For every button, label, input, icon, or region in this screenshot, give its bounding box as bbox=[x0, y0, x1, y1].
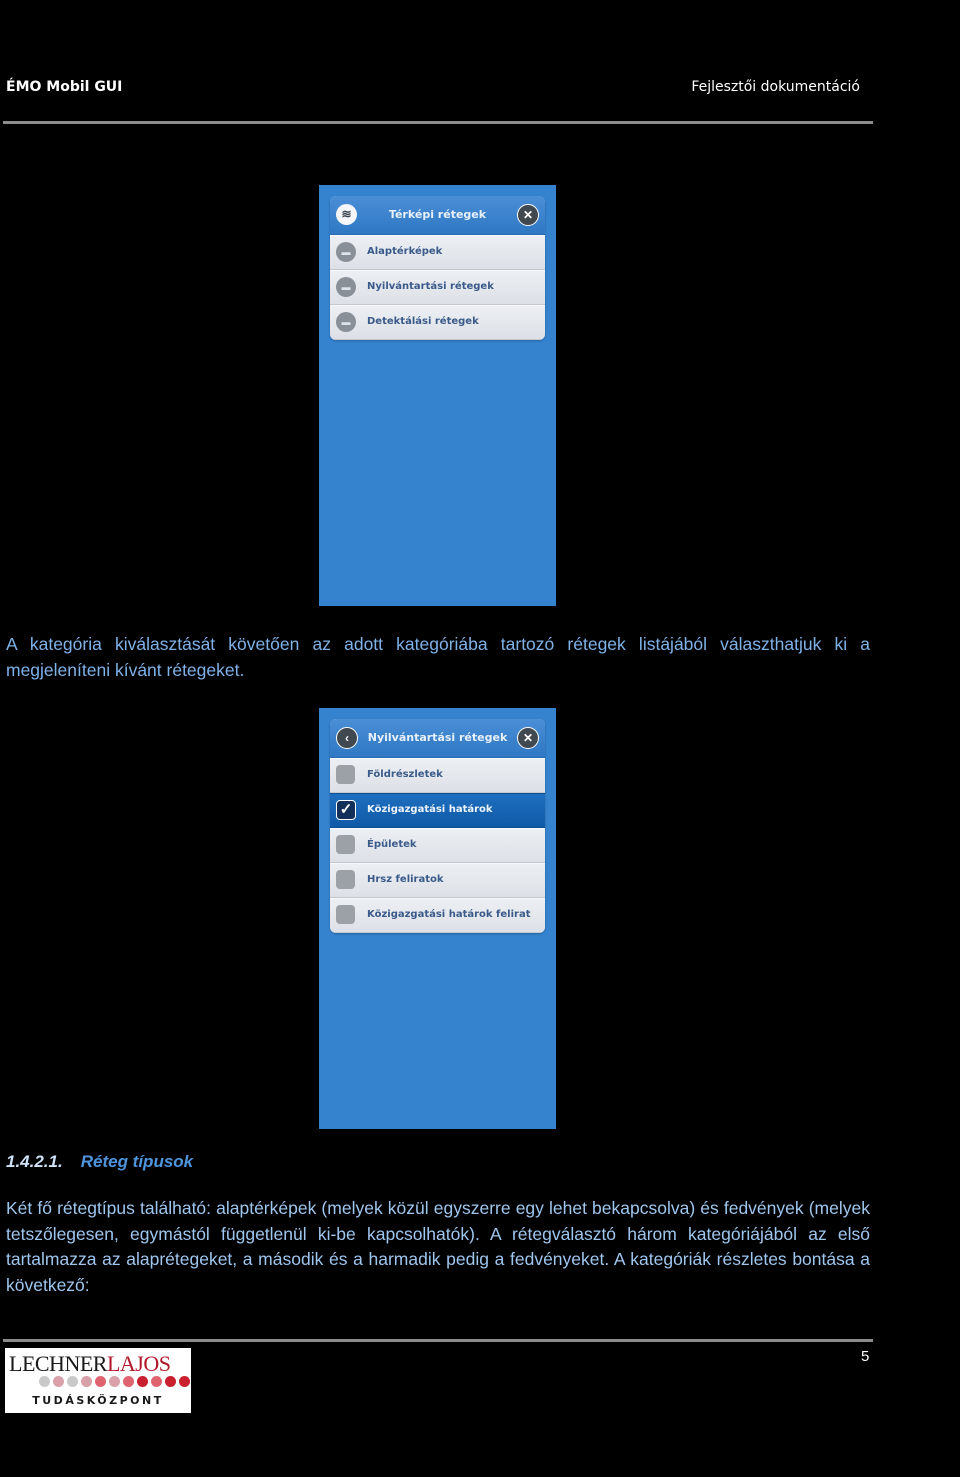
layer-category-item[interactable] bbox=[330, 270, 545, 305]
folder-icon: ▬ bbox=[336, 242, 356, 262]
logo-name bbox=[9, 1351, 170, 1377]
logo-dot bbox=[81, 1376, 92, 1387]
folder-icon: ▬ bbox=[336, 277, 356, 297]
logo-dot bbox=[123, 1376, 134, 1387]
logo-dot bbox=[53, 1376, 64, 1387]
layers-icon: ≋ bbox=[336, 204, 357, 225]
layer-label: Közigazgatási határok bbox=[367, 804, 493, 815]
logo-dot bbox=[137, 1376, 148, 1387]
lechner-logo bbox=[5, 1348, 191, 1413]
logo-dot bbox=[109, 1376, 120, 1387]
layer-item[interactable] bbox=[330, 863, 545, 898]
logo-dot bbox=[151, 1376, 162, 1387]
logo-name-red: LAJOS bbox=[106, 1351, 171, 1376]
checkbox-icon[interactable] bbox=[336, 905, 355, 924]
panel-title: Térképi rétegek bbox=[388, 208, 487, 221]
layer-category-item[interactable] bbox=[330, 305, 545, 340]
logo-subtitle: TUDÁSKÖZPONT bbox=[32, 1394, 164, 1407]
checkbox-icon[interactable] bbox=[336, 870, 355, 889]
layer-category-item[interactable] bbox=[330, 235, 545, 270]
logo-dot bbox=[179, 1376, 190, 1387]
logo-dot bbox=[95, 1376, 106, 1387]
layer-label: Hrsz feliratok bbox=[367, 874, 444, 885]
close-icon[interactable]: ✕ bbox=[517, 727, 539, 749]
layer-item[interactable] bbox=[330, 828, 545, 863]
layer-category-label: Alaptérképek bbox=[367, 246, 443, 257]
phone-screenshot-layers bbox=[319, 185, 556, 606]
doc-subtitle: Fejlesztői dokumentáció bbox=[691, 79, 860, 95]
layer-item[interactable] bbox=[330, 898, 545, 933]
panel-header bbox=[330, 196, 545, 235]
paragraph-layer-types: Két fő rétegtípus található: alaptérképek (melyek közül egyszerre egy lehet bekapcsolva) és fedvények (melyek tetszőlegesen, egymástól függetlenül ki-be kapcsolhatók). A rétegválasztó három kategóriájából az első tartalmazza az alaprétegeket, a második és a harmadik pedig a fedvényeket. A kategóriák részletes bontása a következő: bbox=[6, 1198, 870, 1295]
logo-dot bbox=[165, 1376, 176, 1387]
checkbox-icon[interactable] bbox=[336, 765, 355, 784]
logo-dots bbox=[39, 1376, 190, 1390]
layer-item[interactable] bbox=[330, 758, 545, 793]
section-title: Réteg típusok bbox=[80, 1152, 194, 1171]
checkbox-icon[interactable] bbox=[336, 835, 355, 854]
doc-title: ÉMO Mobil GUI bbox=[6, 79, 123, 95]
logo-name-black: LECHNER bbox=[9, 1351, 107, 1376]
layers-panel bbox=[330, 196, 545, 340]
checkbox-checked-icon[interactable]: ✓ bbox=[336, 800, 356, 820]
panel-title: Nyilvántartási rétegek bbox=[367, 731, 508, 744]
layer-item-selected[interactable] bbox=[330, 793, 545, 828]
logo-dot bbox=[67, 1376, 78, 1387]
folder-icon: ▬ bbox=[336, 312, 356, 332]
layer-label: Közigazgatási határok felirat bbox=[367, 909, 531, 920]
layer-category-label: Detektálási rétegek bbox=[367, 316, 479, 327]
layer-category-label: Nyilvántartási rétegek bbox=[367, 281, 494, 292]
header-rule bbox=[3, 121, 873, 124]
section-number: 1.4.2.1. bbox=[6, 1152, 63, 1171]
sublayers-panel bbox=[330, 719, 545, 933]
panel-header bbox=[330, 719, 545, 758]
layer-label: Épületek bbox=[367, 839, 417, 850]
logo-dot bbox=[39, 1376, 50, 1387]
paragraph-category-selection: A kategória kiválasztását követően az adott kategóriába tartozó rétegek listájából választhatjuk ki a megjeleníteni kívánt rétegeket. bbox=[6, 634, 870, 680]
phone-screenshot-sublayers bbox=[319, 708, 556, 1129]
layer-label: Földrészletek bbox=[367, 769, 443, 780]
footer-rule bbox=[3, 1339, 873, 1342]
section-heading bbox=[6, 1152, 193, 1172]
page-number: 5 bbox=[861, 1348, 870, 1365]
back-icon[interactable]: ‹ bbox=[336, 727, 358, 749]
close-icon[interactable]: ✕ bbox=[517, 204, 539, 226]
